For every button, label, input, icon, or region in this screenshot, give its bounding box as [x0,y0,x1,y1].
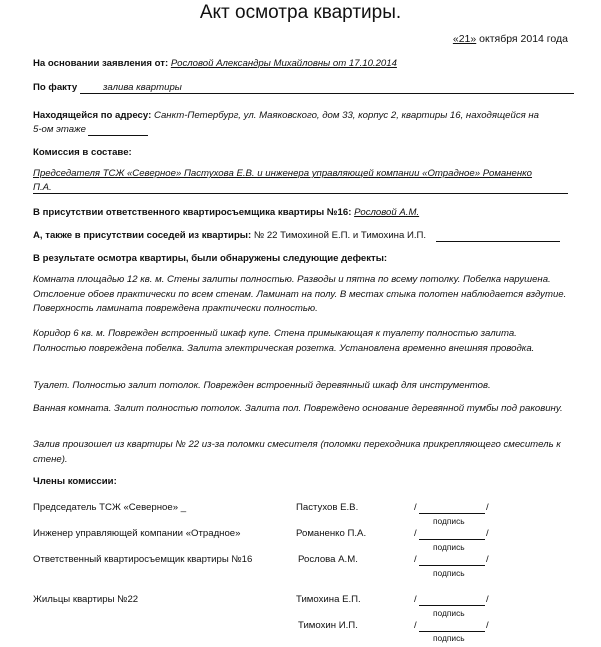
neighbors-underline [436,241,560,242]
defect-corridor: Коридор 6 кв. м. Поврежден встроенный шкаф купе. Стена примыкающая к туалету полностью залита. Полностью повреждена побелка. Залита электрическая розетка. Установлена временно внешняя проводка. [33,328,535,354]
members-label: Члены комиссии: [33,476,117,487]
defect-bathroom: Ванная комната. Залит полностью потолок. Залита пол. Повреждено основание деревянной тумбы под раковину. [33,403,563,414]
signature-slash-left: / [414,620,417,631]
fact-underline [80,93,574,94]
date-rest: октября 2014 года [476,33,568,45]
commission-line1: Председателя ТСЖ «Северное» Пастухова Е.В. и инженера управляющей компании «Отрадное» Романенко [33,168,533,179]
signature-name: Рослова А.М. [298,554,358,565]
commission-line2: П.А. [33,182,52,193]
basis-row [33,58,397,69]
defect-toilet: Туалет. Полностью залит потолок. Поврежден встроенный деревянный шкаф для инструментов. [33,380,491,391]
signature-caption: подпись [433,608,465,618]
signature-slash-left: / [414,554,417,565]
signature-line [419,631,485,632]
date-day: «21» [452,33,477,45]
defect-cause: Залив произошел из квартиры № 22 из-за поломки смесителя (поломки переходника прикрепляющего смеситель к стене). [33,439,561,465]
signature-role: Инженер управляющей компании «Отрадное» [33,528,241,539]
commission-label: Комиссия в составе: [33,147,132,158]
document-title: Акт осмотра квартиры. [199,2,402,23]
signature-caption: подпись [433,633,465,643]
signature-slash-left: / [414,528,417,539]
signature-role: Председатель ТСЖ «Северное» _ [33,502,187,513]
presence-label: В присутствии ответственного квартиросъемщика квартиры №16: [33,207,352,218]
signature-slash-right: / [486,554,489,565]
basis-value: Рословой Александры Михайловны от 17.10.2014 [170,58,397,69]
signature-name: Романенко П.А. [296,528,367,539]
signature-name: Тимохина Е.П. [296,594,361,605]
signature-slash-left: / [414,502,417,513]
address-label: Находящейся по адресу: [33,110,152,121]
signature-line [419,513,485,514]
result-label: В результате осмотра квартиры, были обнаружены следующие дефекты: [33,253,388,264]
signature-role: Ответственный квартиросъемщик квартиры №16 [33,554,253,565]
presence-row [33,207,419,218]
signature-caption: подпись [433,516,465,526]
signature-name: Тимохин И.П. [298,620,358,631]
signature-role: Жильцы квартиры №22 [33,594,139,605]
signature-slash-right: / [486,528,489,539]
fact-label: По факту [33,82,78,93]
signature-slash-right: / [486,502,489,513]
address-row [33,110,539,121]
signature-caption: подпись [433,568,465,578]
address-value-line2: 5-ом этаже [33,124,86,135]
address-value-line1: Санкт-Петербург, ул. Маяковского, дом 33, корпус 2, квартиры 16, находящейся на [153,110,540,121]
neighbors-value: № 22 Тимохиной Е.П. и Тимохина И.П. [253,230,427,241]
fact-value: залива квартиры [103,82,182,93]
signature-slash-right: / [486,594,489,605]
signature-slash-right: / [486,620,489,631]
commission-underline [33,193,568,194]
signature-line [419,605,485,606]
document-date [453,33,568,45]
address-underline [88,135,148,136]
fact-row [33,82,77,93]
signature-line [419,539,485,540]
signature-slash-left: / [414,594,417,605]
signature-line [419,565,485,566]
basis-label: На основании заявления от: [33,58,169,69]
signature-name: Пастухов Е.В. [296,502,359,513]
presence-value: Рословой А.М. [354,207,420,218]
defect-room: Комната площадью 12 кв. м. Стены залиты полностью. Разводы и пятна по всему потолку. Побелка нарушена. Отслоение обоев практически по всем стенам. Ламинат на полу. В местах стыка полотен наблюдается вздутие. Поверхность ламината повреждена практически полностью. [33,274,567,314]
neighbors-row [33,230,426,241]
signature-caption: подпись [433,542,465,552]
neighbors-label: А, также в присутствии соседей из квартиры: [33,230,252,241]
